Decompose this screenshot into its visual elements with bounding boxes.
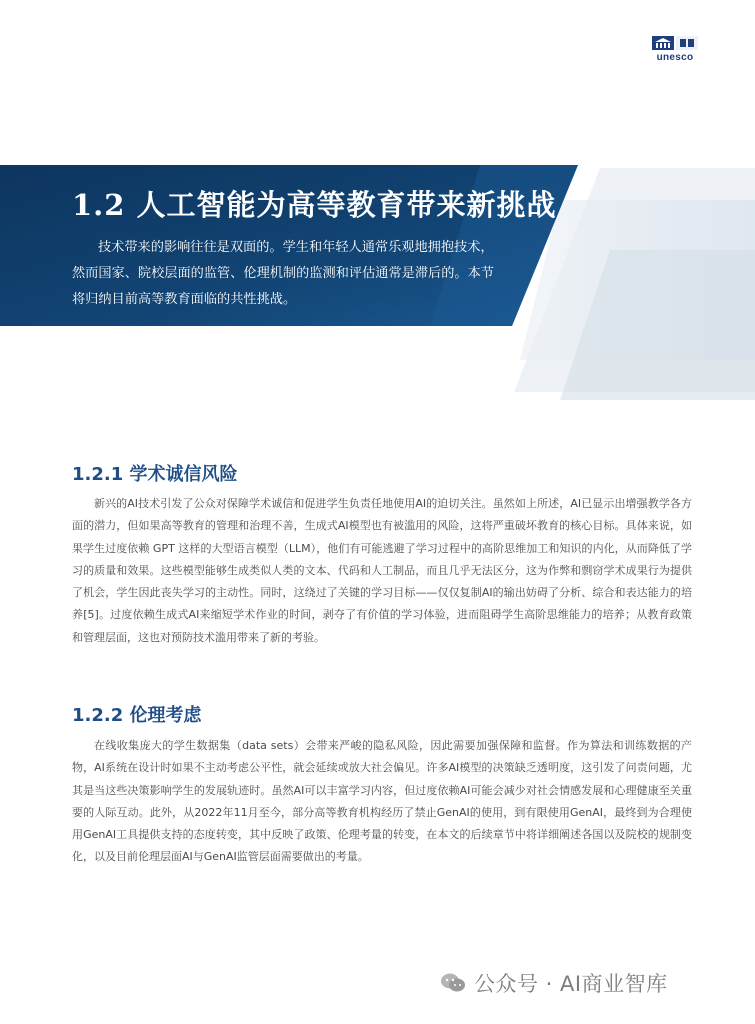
section-body-academic-integrity: 新兴的AI技术引发了公众对保障学术诚信和促进学生负责任地使用AI的迫切关注。虽然如上所述，AI已显示出增强教学各方面的潜力，但如果高等教育的管理和治理不善，生成式AI模型也有被滥用的风险，这将严重破坏教育的核心目标。具体来说，如果学生过度依赖 GPT 这样的大型语言模型（LLM），他们有可能逃避了学习过程中的高阶思维加工和知识的内化，从而降低了学习的质量和效果。这些模型能够生成类似人类的文本、代码和人工制品，而且几乎无法区分，这为作弊和剽窃学术成果行为提供了机会，学生因此丧失学习的主动性。同时，这绕过了关键的学习目标——仅仅复制AI的输出妨碍了分析、综合和表达能力的培养[5]。过度依赖生成式AI来缩短学术作业的时间，剥夺了有价值的学习体验，进而阻碍学生高阶思维能力的培养；从教育政策和管理层面，这也对预防技术滥用带来了新的考验。 [72,497,692,644]
logo-text: unesco [656,52,694,63]
wechat-icon [440,972,466,994]
page-title: 1.2 人工智能为高等教育带来新挑战 [72,188,557,222]
hero-intro: 技术带来的影响往往是双面的。学生和年轻人通常乐观地拥抱技术，然而国家、院校层面的监管、伦理机制的监测和评估通常是滞后的。本节将归纳目前高等教育面临的共性挑战。 [72,240,494,307]
section-title-ethics: 1.2.2 伦理考虑 [72,705,202,726]
watermark [440,968,668,998]
hero-banner [0,0,755,420]
section-title-academic-integrity: 1.2.1 学术诚信风险 [72,464,238,485]
section-body-ethics: 在线收集庞大的学生数据集（data sets）会带来严峻的隐私风险，因此需要加强保障和监督。作为算法和训练数据的产物，AI系统在设计时如果不主动考虑公平性，就会延续或放大社会偏见。许多AI模型的决策缺乏透明度，这引发了问责问题，尤其是当这些决策影响学生的发展轨迹时。虽然AI可以丰富学习内容，但过度依赖AI可能会减少对社会情感发展和心理健康至关重要的人际互动。此外，从2022年11月至今，部分高等教育机构经历了禁止GenAI的使用，到有限使用GenAI，最终到为合理使用GenAI工具提供支持的态度转变，其中反映了政策、伦理考量的转变，在本文的后续章节中将详细阐述各国以及院校的规制变化，以及目前伦理层面AI与GenAI监管层面需要做出的考量。 [72,739,692,864]
watermark-text: 公众号 · AI商业智库 [474,972,668,996]
